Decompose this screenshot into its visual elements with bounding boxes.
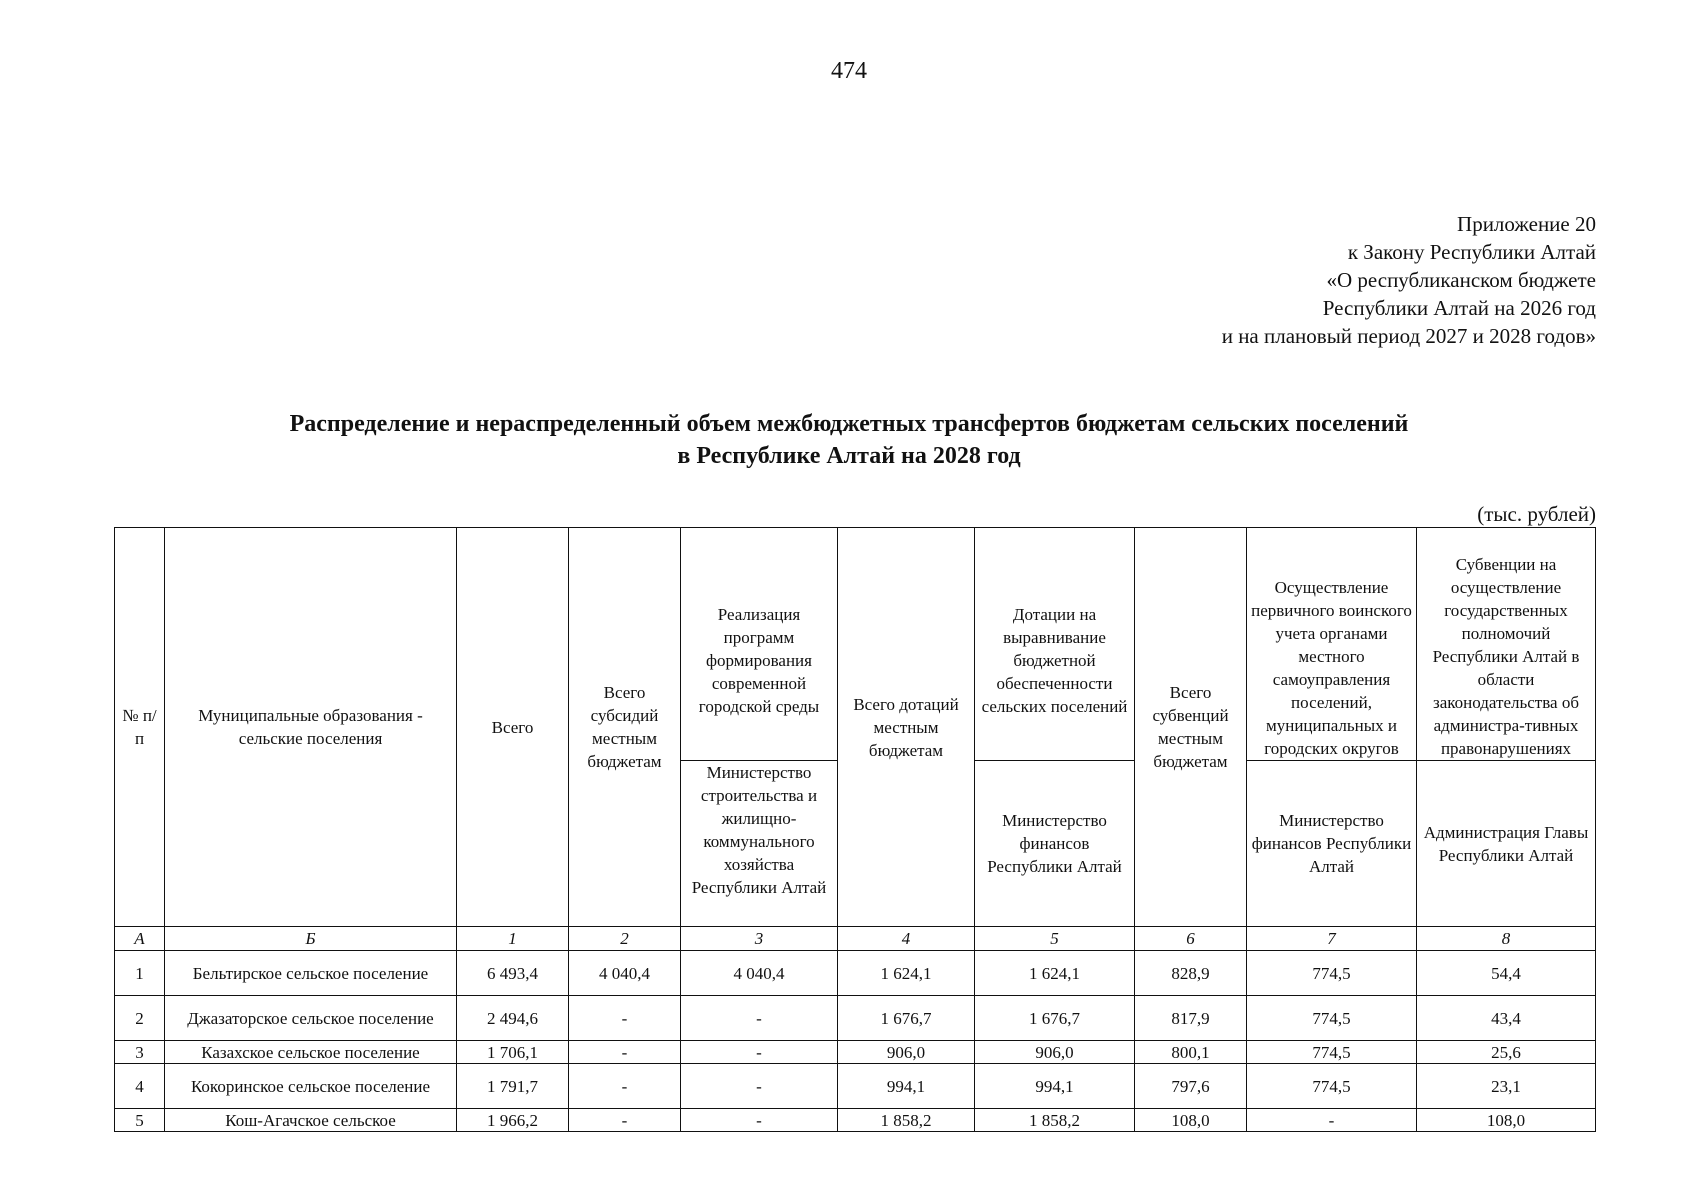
units-label: (тыс. рублей) <box>1477 502 1596 526</box>
column-index: 6 <box>1135 927 1247 951</box>
value-subsidies-total: - <box>569 1041 681 1064</box>
value-subsidies-total: 4 040,4 <box>569 951 681 996</box>
transfers-table <box>114 527 1596 1132</box>
header-administrative-offences: Субвенции на осуществление государственных полномочий Республики Алтай в области законодательства об администра-тивных правонарушениях <box>1417 528 1596 761</box>
column-index: 7 <box>1247 927 1417 951</box>
value-total: 1 966,2 <box>457 1109 569 1132</box>
value-subventions-total: 797,6 <box>1135 1064 1247 1109</box>
value-equalization-grants: 906,0 <box>975 1041 1135 1064</box>
header-grants-total: Всего дотаций местным бюджетам <box>838 528 975 927</box>
value-administrative-offences: 25,6 <box>1417 1041 1596 1064</box>
appendix-line: Приложение 20 <box>1457 212 1596 236</box>
municipality-name: Кокоринское сельское поселение <box>165 1064 457 1109</box>
appendix-line: и на плановый период 2027 и 2028 годов» <box>1221 324 1596 348</box>
appendix-line: «О республиканском бюджете <box>1326 268 1596 292</box>
value-military-registration: 774,5 <box>1247 996 1417 1041</box>
row-number: 1 <box>115 951 165 996</box>
appendix-reference <box>1222 210 1596 350</box>
value-subventions-total: 108,0 <box>1135 1109 1247 1132</box>
header-subsidies-total: Всего субсидий местным бюджетам <box>569 528 681 927</box>
row-number: 3 <box>115 1041 165 1064</box>
value-subventions-total: 800,1 <box>1135 1041 1247 1064</box>
value-equalization-grants: 1 858,2 <box>975 1109 1135 1132</box>
table-row <box>115 1109 1596 1132</box>
header-urban-environment-admin: Министерство строительства и жилищно-коммунального хозяйства Республики Алтай <box>681 761 838 927</box>
value-grants-total: 1 624,1 <box>838 951 975 996</box>
header-subventions-total: Всего субвенций местным бюджетам <box>1135 528 1247 927</box>
row-number: 4 <box>115 1064 165 1109</box>
value-subsidies-total: - <box>569 1109 681 1132</box>
value-subsidies-total: - <box>569 996 681 1041</box>
column-index-row <box>115 927 1596 951</box>
value-total: 6 493,4 <box>457 951 569 996</box>
value-grants-total: 994,1 <box>838 1064 975 1109</box>
appendix-line: Республики Алтай на 2026 год <box>1322 296 1596 320</box>
value-military-registration: 774,5 <box>1247 1041 1417 1064</box>
header-military-admin: Министерство финансов Республики Алтай <box>1247 761 1417 927</box>
value-total: 1 706,1 <box>457 1041 569 1064</box>
table-row <box>115 1064 1596 1109</box>
column-index: 1 <box>457 927 569 951</box>
header-num: № п/ п <box>115 528 165 927</box>
row-number: 5 <box>115 1109 165 1132</box>
value-grants-total: 906,0 <box>838 1041 975 1064</box>
column-index: 2 <box>569 927 681 951</box>
municipality-name: Кош-Агачское сельское <box>165 1109 457 1132</box>
value-military-registration: - <box>1247 1109 1417 1132</box>
column-index: 5 <box>975 927 1135 951</box>
header-equalization-admin: Министерство финансов Республики Алтай <box>975 761 1135 927</box>
value-subventions-total: 817,9 <box>1135 996 1247 1041</box>
value-administrative-offences: 108,0 <box>1417 1109 1596 1132</box>
header-municipality: Муниципальные образования - сельские поселения <box>165 528 457 927</box>
header-administrative-admin: Администрация Главы Республики Алтай <box>1417 761 1596 927</box>
appendix-line: к Закону Республики Алтай <box>1347 240 1596 264</box>
value-administrative-offences: 54,4 <box>1417 951 1596 996</box>
value-urban-environment: - <box>681 996 838 1041</box>
header-urban-environment: Реализация программ формирования современной городской среды <box>681 528 838 761</box>
value-equalization-grants: 1 624,1 <box>975 951 1135 996</box>
header-total: Всего <box>457 528 569 927</box>
column-index: Б <box>165 927 457 951</box>
municipality-name: Бельтирское сельское поселение <box>165 951 457 996</box>
row-number: 2 <box>115 996 165 1041</box>
value-administrative-offences: 43,4 <box>1417 996 1596 1041</box>
value-subventions-total: 828,9 <box>1135 951 1247 996</box>
column-index: 3 <box>681 927 838 951</box>
value-total: 2 494,6 <box>457 996 569 1041</box>
value-military-registration: 774,5 <box>1247 1064 1417 1109</box>
municipality-name: Джазаторское сельское поселение <box>165 996 457 1041</box>
value-subsidies-total: - <box>569 1064 681 1109</box>
title-line: в Республике Алтай на 2028 год <box>677 443 1021 469</box>
value-urban-environment: 4 040,4 <box>681 951 838 996</box>
column-index: 4 <box>838 927 975 951</box>
column-index: А <box>115 927 165 951</box>
value-grants-total: 1 676,7 <box>838 996 975 1041</box>
municipality-name: Казахское сельское поселение <box>165 1041 457 1064</box>
value-grants-total: 1 858,2 <box>838 1109 975 1132</box>
title-line: Распределение и нераспределенный объем межбюджетных трансфертов бюджетам сельских поселений <box>289 411 1409 437</box>
value-urban-environment: - <box>681 1041 838 1064</box>
value-equalization-grants: 994,1 <box>975 1064 1135 1109</box>
table-row <box>115 996 1596 1041</box>
value-urban-environment: - <box>681 1064 838 1109</box>
table-row <box>115 1041 1596 1064</box>
document-title <box>0 408 1698 472</box>
header-military-registration: Осуществление первичного воинского учета органами местного самоуправления поселений, муниципальных и городских округов <box>1247 528 1417 761</box>
value-total: 1 791,7 <box>457 1064 569 1109</box>
column-index: 8 <box>1417 927 1596 951</box>
page-number: 474 <box>831 58 867 84</box>
header-equalization-grants: Дотации на выравнивание бюджетной обеспеченности сельских поселений <box>975 528 1135 761</box>
table-row <box>115 951 1596 996</box>
value-equalization-grants: 1 676,7 <box>975 996 1135 1041</box>
value-military-registration: 774,5 <box>1247 951 1417 996</box>
value-administrative-offences: 23,1 <box>1417 1064 1596 1109</box>
value-urban-environment: - <box>681 1109 838 1132</box>
